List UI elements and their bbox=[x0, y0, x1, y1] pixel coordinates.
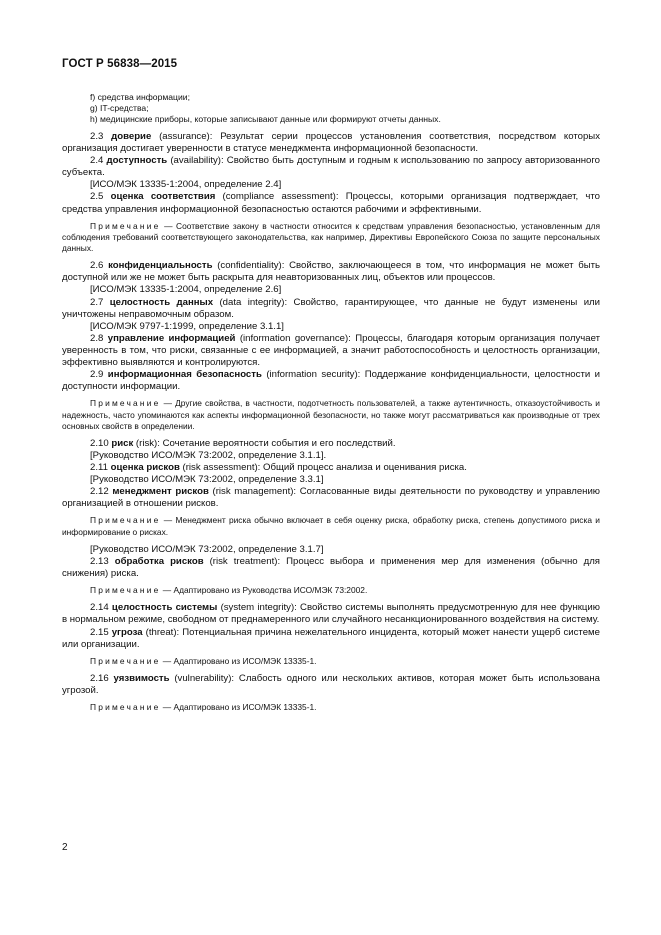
term-reference: [Руководство ИСО/МЭК 73:2002, определение 3.3.1] bbox=[90, 474, 324, 486]
term-reference: [ИСО/МЭК 9797-1:1999, определение 3.1.1] bbox=[90, 320, 284, 332]
list-item: h) медицинские приборы, которые записывают данные или формируют отчеты данных. bbox=[90, 114, 441, 124]
term-title: обработка рисков bbox=[114, 555, 204, 567]
term-title: целостность системы bbox=[111, 602, 218, 614]
term-title: угроза bbox=[111, 626, 143, 638]
term-2-15: 2.15 угроза (threat): Потенциальная причина нежелательного инцидента, который может нанести ущерб системе или организации. bbox=[62, 626, 600, 650]
term-2-13: 2.13 обработка рисков (risk treatment): Процесс выбора и применения мер для изменения (обычно для снижения) риска. bbox=[62, 555, 600, 580]
document-body bbox=[62, 92, 600, 719]
list-item: g) IT-средства; bbox=[90, 103, 149, 113]
term-note: Примечание — Менеджмент риска обычно включает в себя оценку риска, обработку риска, степень допустимого риска и информирование о рисках. bbox=[62, 515, 600, 537]
term-title: конфиденциальность bbox=[108, 260, 213, 272]
term-title: оценка соответствия bbox=[110, 191, 216, 203]
term-2-16: 2.16 уязвимость (vulnerability): Слабость одного или нескольких активов, которая может быть использована угрозой. bbox=[62, 672, 600, 697]
term-title: доверие bbox=[111, 131, 152, 142]
list-item: f) средства информации; bbox=[90, 92, 190, 102]
term-title: информационная безопасность bbox=[107, 369, 262, 381]
term-note: Примечание — Адаптировано из ИСО/МЭК 13335-1. bbox=[90, 702, 317, 713]
term-note: Примечание — Соответствие закону в частности относится к средствам управления безопасностью, установленным для соблюдения требований соответствующего законодательства, как например, Директивы Европейского Союза по защите персональных данных. bbox=[62, 220, 600, 254]
term-2-6: 2.6 конфиденциальность (confidentiality): Свойство, заключающееся в том, что информация не может быть доступной или же не может быть раскрыта для неавторизованных лиц, объектов или процессов. bbox=[62, 260, 600, 284]
term-reference: [Руководство ИСО/МЭК 73:2002, определение 3.1.1]. bbox=[90, 450, 327, 461]
term-title: доступность bbox=[106, 155, 168, 167]
enumeration-list bbox=[62, 92, 600, 125]
term-note: Примечание — Адаптировано из Руководства ИСО/МЭК 73:2002. bbox=[90, 585, 368, 596]
term-2-7: 2.7 целостность данных (data integrity): Свойство, гарантирующее, что данные не будут изменены или уничтожены неправомочным образом. bbox=[62, 296, 601, 320]
term-2-11: 2.11 оценка рисков (risk assessment): Общий процесс анализа и оценивания риска. bbox=[90, 462, 467, 474]
term-2-8: 2.8 управление информацией (information governance): Процессы, благодаря которым организация получает уверенность в том, что риски, связанные с ее информацией, а значит работоспособность и целостность организации, эффективно выявляются и контролируются. bbox=[62, 332, 601, 369]
term-title: оценка рисков bbox=[110, 462, 180, 474]
term-reference: [ИСО/МЭК 13335-1:2004, определение 2.6] bbox=[90, 284, 282, 296]
term-2-4: 2.4 доступность (availability): Свойство быть доступным и годным к использованию по запросу авторизованного субъекта. bbox=[62, 155, 601, 179]
term-title: менеджмент рисков bbox=[112, 486, 209, 498]
term-2-14: 2.14 целостность системы (system integrity): Свойство системы выполнять предусмотренную для нее функцию в нормальном режиме, свободном от преднамеренного или случайного несанкционированного воздействия на систему. bbox=[62, 602, 600, 626]
term-title: управление информацией bbox=[107, 332, 236, 344]
term-2-3: 2.3 доверие (assurance): Результат серии процессов установления соответствия, посредством которых организация достигает уверенности в статусе менеджмента информационной безопасности. bbox=[62, 131, 601, 155]
term-2-12: 2.12 менеджмент рисков (risk management): Согласованные виды деятельности по руководству и управлению организацией в отношении рисков. bbox=[62, 486, 601, 510]
term-reference: [ИСО/МЭК 13335-1:2004, определение 2.4] bbox=[90, 179, 282, 191]
term-2-9: 2.9 информационная безопасность (information security): Поддержание конфиденциальности, целостности и доступности информации. bbox=[62, 369, 600, 393]
term-2-10: 2.10 риск (risk): Сочетание вероятности события и его последствий. bbox=[90, 437, 396, 449]
term-note: Примечание — Другие свойства, в частности, подотчетность пользователей, а также аутентичность, отказоустойчивость и надежность, часто упоминаются как аспекты информационной безопасности, но также могут рассматриваться как производные от трех основных свойств в определении. bbox=[62, 398, 600, 431]
document-header: ГОСТ Р 56838—2015 bbox=[62, 58, 178, 70]
term-note: Примечание — Адаптировано из ИСО/МЭК 13335-1. bbox=[90, 655, 317, 666]
term-title: риск bbox=[111, 437, 134, 449]
page-number: 2 bbox=[62, 842, 68, 853]
term-reference: [Руководство ИСО/МЭК 73:2002, определение 3.1.7] bbox=[90, 543, 324, 555]
term-title: уязвимость bbox=[113, 672, 170, 684]
term-title: целостность данных bbox=[109, 296, 214, 308]
term-2-5: 2.5 оценка соответствия (compliance assessment): Процессы, которыми организация подтверждает, что средства управления информационной безопасностью остаются рабочими и эффективными. bbox=[62, 191, 601, 215]
